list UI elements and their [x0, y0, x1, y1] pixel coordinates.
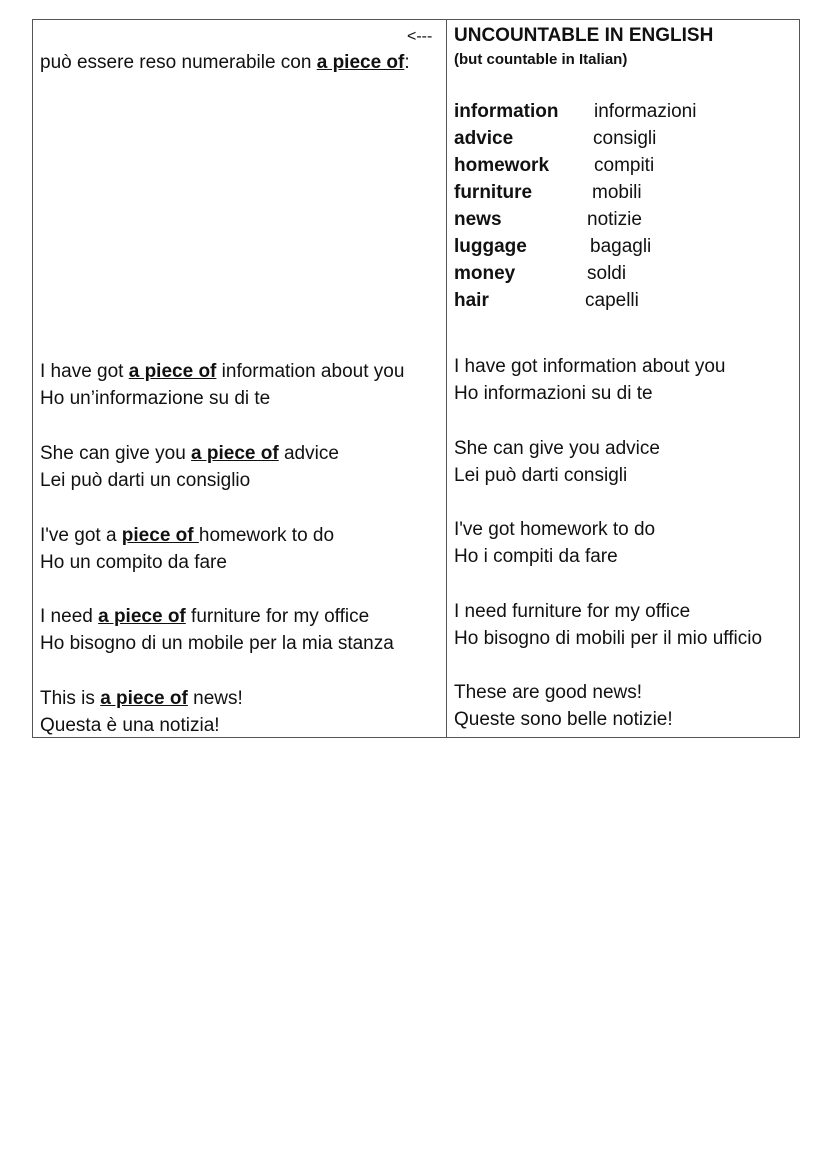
vocab-english: advice: [454, 128, 514, 149]
example-phrase: piece of: [121, 525, 199, 546]
intro-colon: :: [404, 52, 410, 73]
example-right-italian: Ho bisogno di mobili per il mio ufficio: [454, 628, 763, 649]
example-pre: She can give you: [40, 443, 192, 464]
section-subtitle: (but countable in Italian): [454, 51, 628, 68]
example-left-italian: Ho un compito da fare: [40, 552, 227, 573]
example-post: furniture for my office: [185, 606, 370, 627]
example-right-english: I've got homework to do: [454, 519, 656, 540]
vocab-row: [454, 208, 794, 234]
example-left-english: [40, 361, 404, 383]
vocab-italian: capelli: [585, 290, 639, 311]
example-post: advice: [278, 443, 339, 464]
example-left-english: [40, 606, 369, 628]
example-right-english: I have got information about you: [454, 356, 726, 377]
vocab-english: furniture: [454, 182, 533, 203]
example-phrase: a piece of: [98, 606, 186, 627]
example-pre: I have got: [40, 361, 129, 382]
example-right-italian: Ho i compiti da fare: [454, 546, 618, 567]
vocab-english: luggage: [454, 236, 527, 257]
example-left-english: [40, 688, 243, 710]
example-pre: I need: [40, 606, 99, 627]
vocab-row: [454, 181, 794, 207]
example-right-english: I need furniture for my office: [454, 601, 691, 622]
vocab-row: [454, 100, 794, 126]
vocab-english: hair: [454, 290, 489, 311]
vocab-english: information: [454, 101, 559, 122]
vocab-italian: bagagli: [590, 236, 652, 257]
example-left-italian: Ho bisogno di un mobile per la mia stanza: [40, 633, 394, 654]
example-right-italian: Ho informazioni su di te: [454, 383, 653, 404]
example-right-english: These are good news!: [454, 682, 643, 703]
column-divider: [446, 20, 447, 737]
example-left-italian: Lei può darti un consiglio: [40, 470, 251, 491]
vocab-english: homework: [454, 155, 550, 176]
example-phrase: a piece of: [191, 443, 279, 464]
example-right-italian: Lei può darti consigli: [454, 465, 628, 486]
intro-line: [40, 52, 410, 74]
example-post: information about you: [216, 361, 405, 382]
example-left-italian: Ho un’informazione su di te: [40, 388, 271, 409]
example-pre: This is: [40, 688, 101, 709]
intro-text: può essere reso numerabile con: [40, 52, 317, 73]
vocab-english: money: [454, 263, 516, 284]
vocab-row: [454, 289, 794, 315]
example-right-italian: Queste sono belle notizie!: [454, 709, 673, 730]
vocab-row: [454, 235, 794, 261]
vocab-italian: mobili: [592, 182, 642, 203]
vocab-italian: notizie: [587, 209, 642, 230]
vocab-row: [454, 127, 794, 153]
arrow-indicator: <---: [407, 28, 433, 45]
example-post: homework to do: [198, 525, 335, 546]
vocabulary-table: [32, 19, 800, 738]
example-right-english: She can give you advice: [454, 438, 660, 459]
vocab-row: [454, 154, 794, 180]
example-left-english: [40, 525, 334, 547]
example-phrase: a piece of: [128, 361, 217, 382]
example-post: news!: [187, 688, 243, 709]
example-left-english: [40, 443, 339, 465]
vocab-italian: informazioni: [594, 101, 697, 122]
vocab-italian: compiti: [594, 155, 655, 176]
vocab-italian: soldi: [587, 263, 627, 284]
vocab-italian: consigli: [593, 128, 657, 149]
vocab-row: [454, 262, 794, 288]
intro-phrase: a piece of: [316, 52, 405, 73]
vocab-english: news: [454, 209, 502, 230]
section-title: UNCOUNTABLE IN ENGLISH: [454, 25, 714, 46]
example-pre: I've got a: [40, 525, 122, 546]
example-phrase: a piece of: [100, 688, 188, 709]
example-left-italian: Questa è una notizia!: [40, 715, 220, 736]
